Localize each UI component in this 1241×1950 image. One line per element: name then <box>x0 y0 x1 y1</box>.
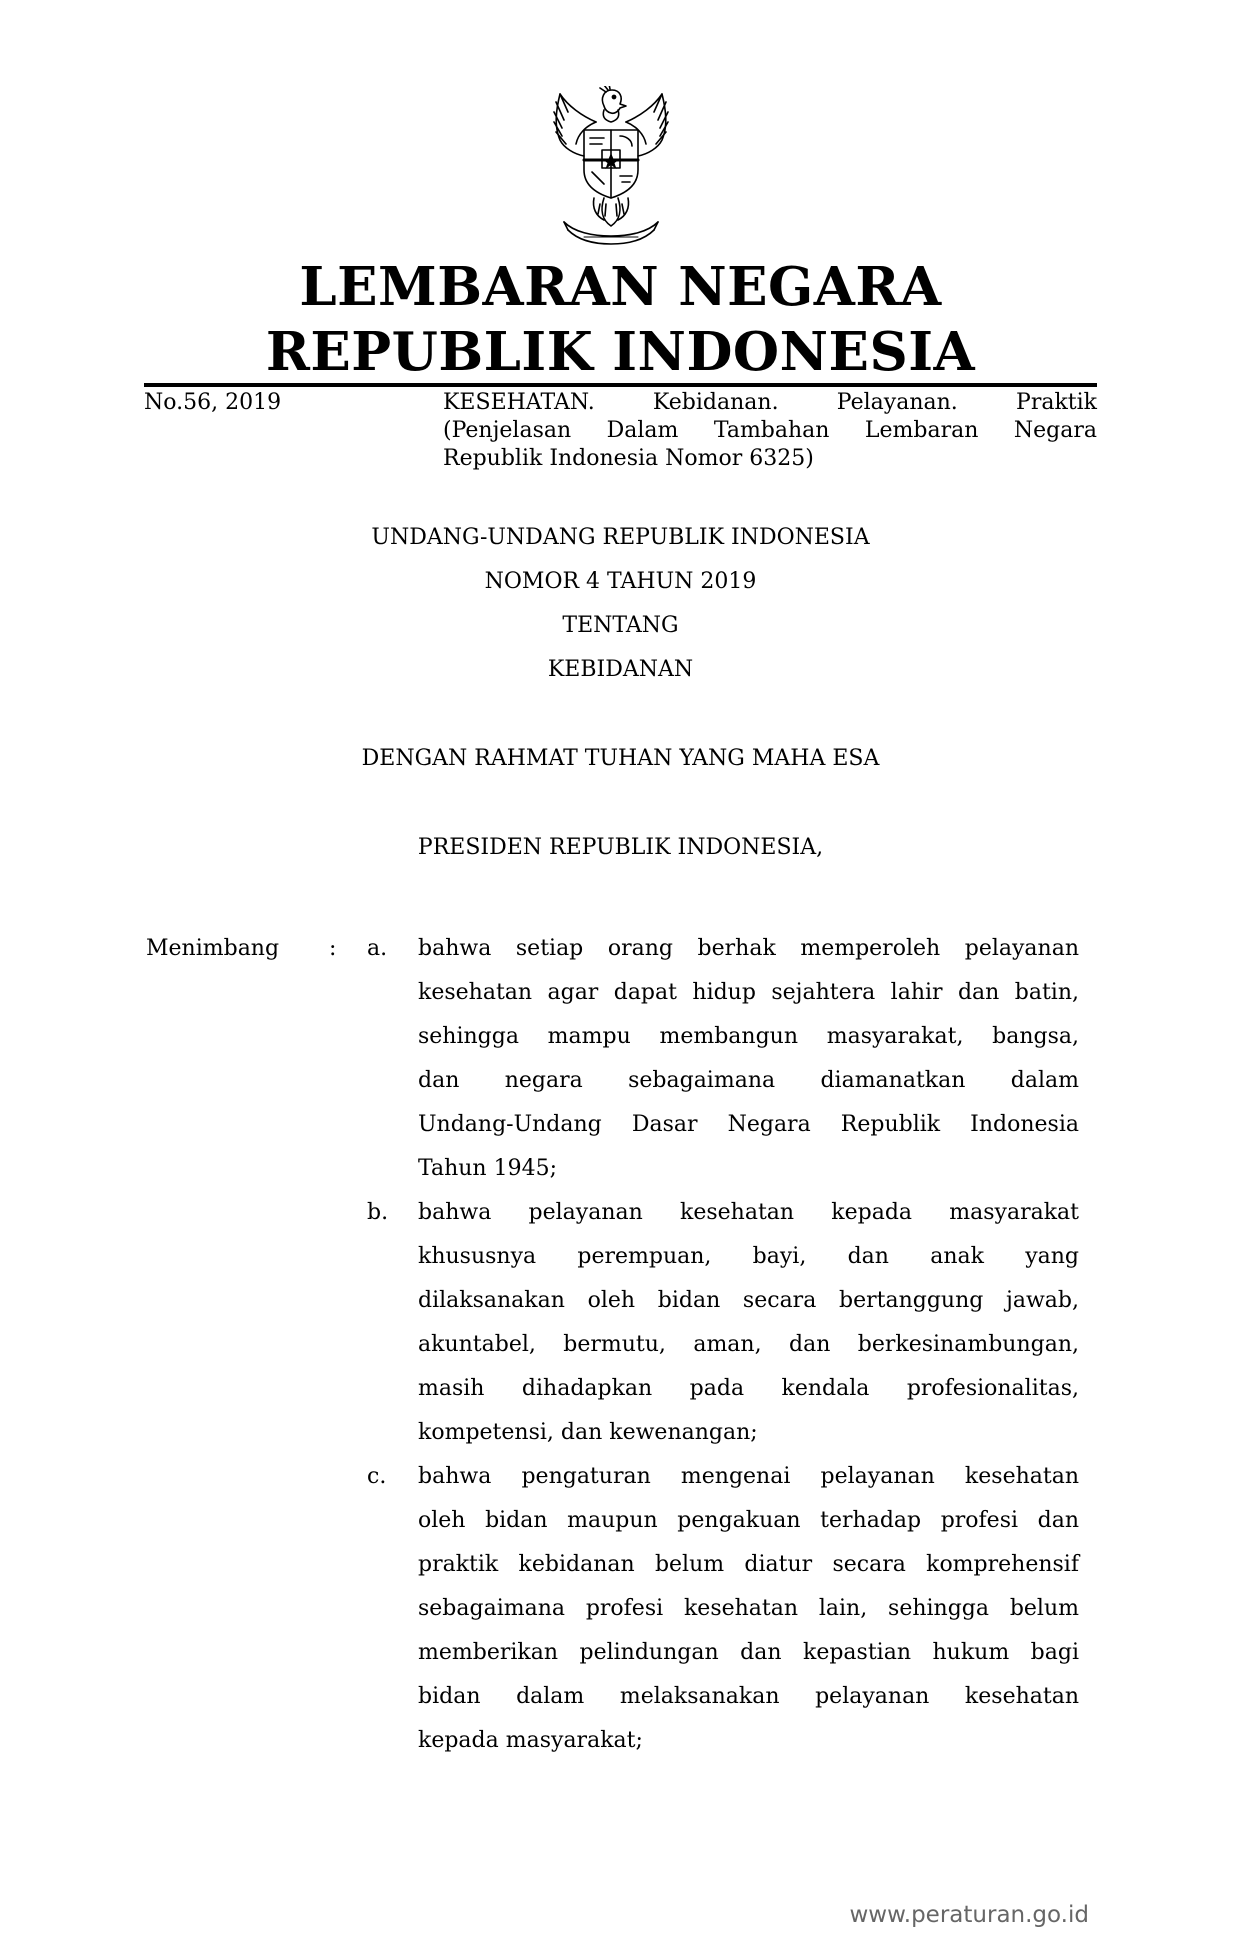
gazette-title-line1: LEMBARAN NEGARA <box>299 256 942 318</box>
item-line: sebagaimana profesi kesehatan lain, sehingga belum <box>418 1596 1079 1621</box>
item-line: kompetensi, dan kewenangan; <box>418 1420 758 1445</box>
law-subject: KEBIDANAN <box>547 657 694 682</box>
considering-colon: : <box>329 936 337 961</box>
gazette-subject <box>443 389 1097 473</box>
item-line: memberikan pelindungan dan kepastian hukum bagi <box>418 1640 1079 1665</box>
law-title: UNDANG-UNDANG REPUBLIK INDONESIA <box>371 525 870 550</box>
considering-item-b <box>418 1199 1079 1463</box>
item-line: dan negara sebagaimana diamanatkan dalam <box>418 1068 1079 1093</box>
gazette-subject-line: Republik Indonesia Nomor 6325) <box>443 446 814 471</box>
item-line: oleh bidan maupun pengakuan terhadap profesi dan <box>418 1508 1079 1533</box>
gazette-number: No.56, 2019 <box>144 390 282 415</box>
considering-item-letter: a. <box>367 936 388 961</box>
item-line: dilaksanakan oleh bidan secara bertanggung jawab, <box>418 1288 1079 1313</box>
item-line: Tahun 1945; <box>418 1156 557 1181</box>
title-divider <box>144 383 1097 387</box>
gazette-title-line2: REPUBLIK INDONESIA <box>265 321 976 383</box>
item-line: bahwa setiap orang berhak memperoleh pelayanan <box>418 936 1079 961</box>
gazette-subject-line: (Penjelasan Dalam Tambahan Lembaran Negara <box>443 418 1097 443</box>
item-line: kepada masyarakat; <box>418 1728 643 1753</box>
considering-item-c <box>418 1463 1079 1771</box>
item-line: praktik kebidanan belum diatur secara komprehensif <box>418 1552 1079 1577</box>
item-line: bidan dalam melaksanakan pelayanan kesehatan <box>418 1684 1079 1709</box>
item-line: akuntabel, bermutu, aman, dan berkesinambungan, <box>418 1332 1079 1357</box>
considering-item-a <box>418 935 1079 1199</box>
item-line: bahwa pelayanan kesehatan kepada masyarakat <box>418 1200 1079 1225</box>
footer-url-link[interactable]: www.peraturan.go.id <box>849 1902 1089 1928</box>
considering-item-letter: c. <box>367 1464 387 1489</box>
law-number: NOMOR 4 TAHUN 2019 <box>484 569 757 594</box>
item-line: masih dihadapkan pada kendala profesionalitas, <box>418 1376 1079 1401</box>
item-line: Undang-Undang Dasar Negara Republik Indonesia <box>418 1112 1079 1137</box>
president-heading: PRESIDEN REPUBLIK INDONESIA, <box>417 835 824 860</box>
preamble: DENGAN RAHMAT TUHAN YANG MAHA ESA <box>361 746 880 771</box>
item-line: khususnya perempuan, bayi, dan anak yang <box>418 1244 1079 1269</box>
item-line: bahwa pengaturan mengenai pelayanan kesehatan <box>418 1464 1079 1489</box>
garuda-emblem-icon <box>534 86 688 246</box>
gazette-subject-line: KESEHATAN. Kebidanan. Pelayanan. Praktik <box>443 390 1097 415</box>
considering-item-letter: b. <box>367 1200 389 1225</box>
item-line: kesehatan agar dapat hidup sejahtera lahir dan batin, <box>418 980 1079 1005</box>
considering-label: Menimbang <box>146 936 280 961</box>
law-about: TENTANG <box>562 613 679 638</box>
item-line: sehingga mampu membangun masyarakat, bangsa, <box>418 1024 1079 1049</box>
